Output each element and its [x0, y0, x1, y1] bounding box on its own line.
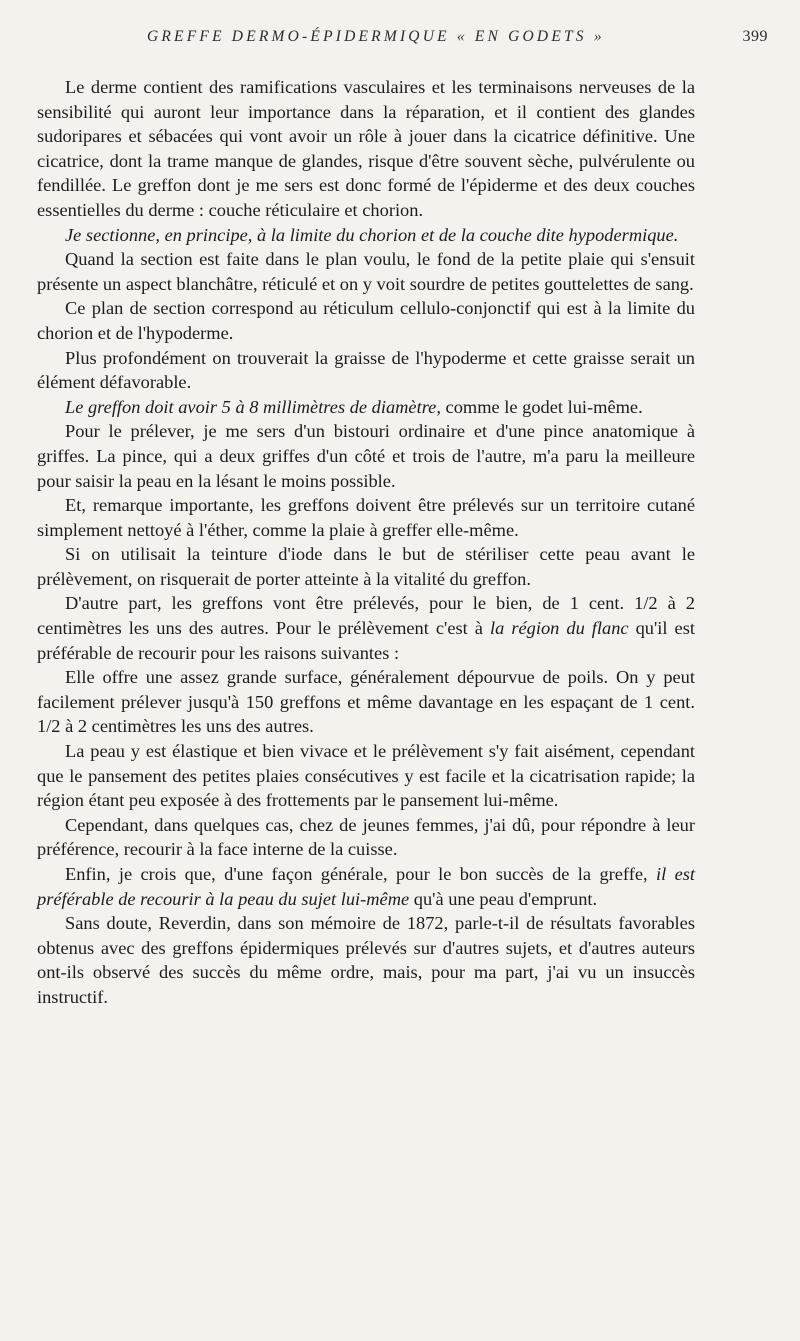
paragraph: Le derme contient des ramifications vasculaires et les terminaisons nerveuses de la sensibilité qui auront leur importance dans la réparation, et il contient des glandes sudoripares et sébacées qui vont avoir un rôle à jouer dans la cicatrice définitive. Une cicatrice, dont la trame manque de glandes, risque d'être souvent sèche, pulvérulente ou fendillée. Le greffon dont je me sers est donc formé de l'épiderme et des deux couches essentielles du derme : couche réticulaire et chorion. [37, 77, 695, 220]
paragraph [37, 591, 695, 665]
italic-text: Le greffon doit avoir 5 à 8 millimètres de diamètre, [65, 396, 441, 417]
paragraph: Si on utilisait la teinture d'iode dans le but de stériliser cette peau avant le prélèvement, on risquerait de porter atteinte à la vitalité du greffon. [37, 544, 695, 589]
text-run: comme le godet lui-même. [440, 396, 643, 417]
text-run: qu'il est préférable de recourir pour les raisons suivantes : [37, 618, 695, 663]
paragraph: La peau y est élastique et bien vivace et le prélèvement s'y fait aisément, cependant que le pansement des petites plaies consécutives y est facile et la cicatrisation rapide; la région étant peu exposée à des frottements par le pansement lui-même. [37, 741, 695, 811]
paragraph: Et, remarque importante, les greffons doivent être prélevés sur un territoire cutané simplement nettoyé à l'éther, comme la plaie à greffer elle-même. [37, 495, 695, 540]
page-header [0, 28, 800, 54]
paragraph: Quand la section est faite dans le plan voulu, le fond de la petite plaie qui s'ensuit présente un aspect blanchâtre, réticulé et on y voit sourdre de petites gouttelettes de sang. [37, 249, 695, 294]
running-title: GREFFE DERMO-ÉPIDERMIQUE « EN GODETS » [147, 28, 605, 45]
italic-text: il est préférable de recourir à la peau du sujet lui-même [37, 864, 696, 909]
paragraph: Elle offre une assez grande surface, généralement dépourvue de poils. On y peut facilement prélever jusqu'à 150 greffons et même davantage en les espaçant de 1 cent. 1/2 à 2 centimètres les uns des autres. [37, 667, 695, 737]
paragraph: Ce plan de section correspond au réticulum cellulo-conjonctif qui est à la limite du chorion et de l'hypoderme. [37, 298, 695, 343]
page-number: 399 [742, 28, 768, 45]
text-run: D'autre part, les greffons vont être prélevés, pour le bien, de 1 cent. 1/2 à 2 centimètres les uns des autres. Pour le prélèvement c'est à [37, 593, 695, 639]
text-run: Enfin, je crois que, d'une façon générale, pour le bon succès de la greffe, [65, 864, 656, 884]
paragraph: Cependant, dans quelques cas, chez de jeunes femmes, j'ai dû, pour répondre à leur préférence, recourir à la face interne de la cuisse. [37, 814, 695, 860]
paragraph [37, 395, 695, 420]
paragraph: Plus profondément on trouverait la graisse de l'hypoderme et cette graisse serait un élément défavorable. [37, 347, 695, 393]
body-text [37, 75, 695, 1010]
italic-text: la région du flanc [490, 618, 629, 639]
paragraph: Pour le prélever, je me sers d'un bistouri ordinaire et d'une pince anatomique à griffes. La pince, qui a deux griffes d'un côté et trois de l'autre, m'a paru la meilleure pour saisir la peau en la lésant le moins possible. [37, 421, 695, 491]
paragraph: Sans doute, Reverdin, dans son mémoire de 1872, parle-t-il de résultats favorables obtenus avec des greffons épidermiques prélevés sur d'autres sujets, et d'autres auteurs ont-ils observé des succès du même ordre, mais, pour ma part, j'ai vu un insuccès instructif. [37, 913, 695, 1007]
italic-text: Je sectionne, en principe, à la limite du chorion et de la couche dite hypodermique. [65, 224, 679, 245]
text-run: qu'à une peau d'emprunt. [409, 888, 598, 909]
paragraph [37, 862, 695, 911]
paragraph-italic [37, 223, 695, 248]
